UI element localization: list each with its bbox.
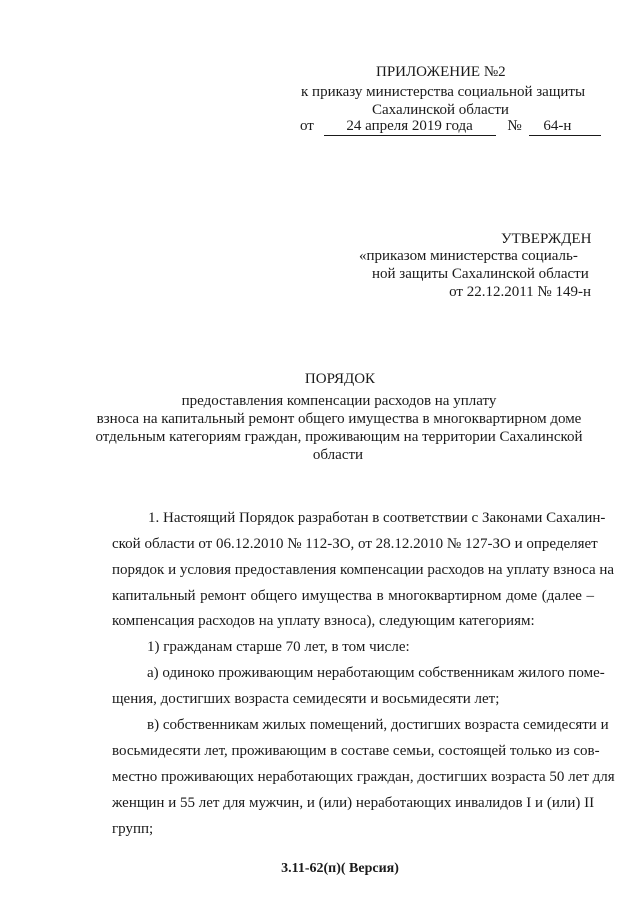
body-line-10: восьмидесяти лет, проживающим в составе семьи, состоящей только из сов- xyxy=(112,743,600,759)
body-line-13: групп; xyxy=(112,821,154,837)
appendix-number: 64-н xyxy=(529,117,601,136)
appendix-date: 24 апреля 2019 года xyxy=(324,117,496,136)
body-line-2: ской области от 06.12.2010 № 112-ЗО, от 28.12.2010 № 127-ЗО и определяет xyxy=(112,536,598,552)
footer-code: 3.11-62(п)( Версия) xyxy=(281,861,399,876)
body-line-7: а) одиноко проживающим неработающим собственникам жилого поме- xyxy=(147,665,605,681)
approved-title: УТВЕРЖДЕН xyxy=(501,231,592,247)
number-prefix: № xyxy=(507,118,522,134)
body-line-4: капитальный ремонт общего имущества в многоквартирном доме (далее – xyxy=(112,588,594,604)
approved-line-1: «приказом министерства социаль- xyxy=(359,248,578,264)
from-prefix: от xyxy=(300,118,314,134)
body-line-12: женщин и 55 лет для мужчин, и (или) неработающих инвалидов I и (или) II xyxy=(112,795,595,811)
subtitle-line-3: отдельным категориям граждан, проживающим на территории Сахалинской xyxy=(95,429,583,445)
appendix-line-1: к приказу министерства социальной защиты xyxy=(301,84,586,100)
body-line-9: в) собственникам жилых помещений, достигших возраста семидесяти и xyxy=(147,717,609,733)
appendix-line-2: Сахалинской области xyxy=(372,102,509,118)
body-line-8: щения, достигших возраста семидесяти и восьмидесяти лет; xyxy=(112,691,500,707)
subtitle-line-4: области xyxy=(312,447,364,463)
approved-line-3: от 22.12.2011 № 149-н xyxy=(449,284,591,300)
body-line-1: 1. Настоящий Порядок разработан в соответствии с Законами Сахалин- xyxy=(148,510,606,526)
appendix-date-line xyxy=(300,117,601,136)
body-line-5: компенсация расходов на уплату взноса), следующим категориям: xyxy=(112,613,535,629)
body-line-6: 1) гражданам старше 70 лет, в том числе: xyxy=(147,639,410,655)
body-line-11: местно проживающих неработающих граждан, достигших возраста 50 лет для xyxy=(112,769,615,785)
appendix-title: ПРИЛОЖЕНИЕ №2 xyxy=(376,64,506,80)
subtitle-line-1: предоставления компенсации расходов на уплату xyxy=(181,393,497,409)
approved-line-2: ной защиты Сахалинской области xyxy=(372,266,589,282)
body-line-3: порядок и условия предоставления компенсации расходов на уплату взноса на xyxy=(112,562,615,578)
subtitle-line-2: взноса на капитальный ремонт общего имущества в многоквартирном доме xyxy=(96,411,582,427)
document-title: ПОРЯДОК xyxy=(304,371,376,387)
